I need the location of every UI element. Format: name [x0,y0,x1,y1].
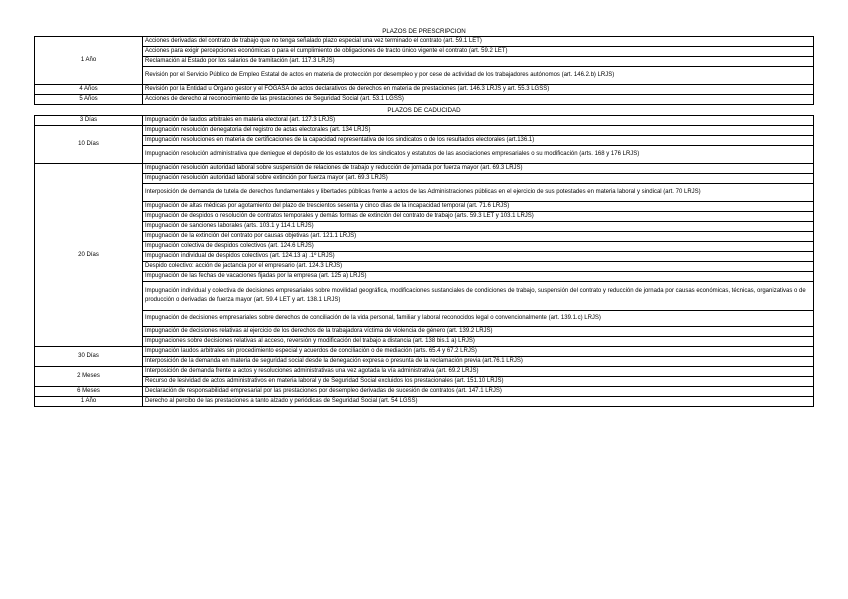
table-row [35,212,814,222]
table-row [35,202,814,212]
description-cell: Impugnación colectiva de despidos colectivos (art. 124.6 LRJS) [143,242,814,252]
table-row [35,222,814,232]
section-header-row [35,26,814,37]
description-cell: Impugnaciones sobre decisiones relativas al acceso, reversión y modificación del trabajo a distancia (art. 138 bis.1 a) LRJS) [143,337,814,347]
table-row [35,311,814,327]
description-cell: Impugnación resolución autoridad laboral sobre extinción por fuerza mayor (art. 69.3 LRJS) [143,174,814,184]
table-row [35,337,814,347]
description-cell: Impugnación de decisiones empresariales sobre derechos de conciliación de la vida personal, familiar y laboral reconocidos legal o convencionalmente (art. 139.1.c) LRJS) [143,311,814,327]
table-row [35,367,814,377]
period-cell: 1 Año [35,397,143,407]
description-cell: Impugnación resolución administrativa que deniegue el depósito de los estatutos de los sindicatos y estatutos de las asociaciones empresariales o su modificación (arts. 168 y 176 LRJS) [143,146,814,164]
table-row [35,164,814,174]
description-cell: Impugnación resoluciones en materia de certificaciones de la capacidad representativa de los sindicatos o de los resultados electorales (art.136.1) [143,136,814,146]
description-cell: Recurso de lesividad de actos administrativos en materia laboral y de Seguridad Social excluidos los prestacionales (art. 151.10 LRJS) [143,377,814,387]
table-row [35,47,814,57]
period-cell: 6 Meses [35,387,143,397]
period-cell: 20 Días [35,164,143,347]
table-row [35,67,814,85]
table-row [35,95,814,105]
description-cell: Derecho al percibo de las prestaciones a tanto alzado y periódicas de Seguridad Social (art. 54 LGSS) [143,397,814,407]
description-cell: Impugnación de las fechas de vacaciones fijadas por la empresa (art. 125 a) LRJS) [143,272,814,282]
description-cell: Interposición de la demanda en materia de seguridad social desde la denegación expresa o presunta de la reclamación previa (art.76.1 LRJS) [143,357,814,367]
description-cell: Impugnación resolución autoridad laboral sobre suspensión de relaciones de trabajo y reducción de jornada por fuerza mayor (art. 69.3 LRJS) [143,164,814,174]
table-row [35,357,814,367]
description-cell: Interposición de demanda frente a actos y resoluciones administrativas una vez agotada la vía administrativa (art. 69.2 LRJS) [143,367,814,377]
description-cell: Impugnación de laudos arbitrales en materia electoral (art. 127.3 LRJS) [143,116,814,126]
table-row [35,377,814,387]
description-cell: Impugnación resolución denegatoria del registro de actas electorales (art. 134 LRJS) [143,126,814,136]
description-cell: Despido colectivo: acción de jactancia por el empresario (art. 124.3 LRJS) [143,262,814,272]
description-cell: Acciones para exigir percepciones económicas o para el cumplimiento de obligaciones de tracto único vigente el contrato (art. 59.2 LET) [143,47,814,57]
table-row [35,272,814,282]
description-cell: Declaración de responsabilidad empresarial por las prestaciones por desempleo derivadas de sucesión de contratos (art. 147.1 LRJS) [143,387,814,397]
period-cell: 5 Años [35,95,143,105]
period-cell: 30 Días [35,347,143,367]
description-cell: Impugnación laudos arbitrales sin procedimiento especial y acuerdos de conciliación o de mediación (arts. 65.4 y 67.2 LRJS) [143,347,814,357]
description-cell: Revisión por la Entidad u Órgano gestor y el FOGASA de actos declarativos de derechos en materia de prestaciones (art. 146.3 LRJS y art. 55.3 LGSS) [143,85,814,95]
period-cell: 10 Días [35,126,143,164]
description-cell: Impugnación de despidos o resolución de contratos temporales y demás formas de extinción del contrato de trabajo (arts. 59.3 LET y 103.1 LRJS) [143,212,814,222]
section-title: PLAZOS DE PRESCRIPCION [382,27,466,35]
plazos-table [34,26,814,407]
table-row [35,327,814,337]
table-row [35,242,814,252]
section-header-row [35,105,814,116]
description-cell: Impugnación de decisiones relativas al ejercicio de los derechos de la trabajadora víctima de violencia de género (art. 139.2 LRJS) [143,327,814,337]
period-cell: 2 Meses [35,367,143,387]
description-cell: Impugnación individual de despidos colectivos (art. 124.13 a) .1º LRJS) [143,252,814,262]
table-row [35,116,814,126]
table-row [35,282,814,311]
table-row [35,387,814,397]
table-row [35,37,814,47]
table-row [35,57,814,67]
table-row [35,347,814,357]
table-row [35,232,814,242]
section-title: PLAZOS DE CADUCIDAD [387,106,461,114]
description-cell: Impugnación de sanciones laborales (arts. 103.1 y 114.1 LRJS) [143,222,814,232]
table-row [35,184,814,202]
table-row [35,262,814,272]
period-cell: 4 Años [35,85,143,95]
description-cell: Reclamación al Estado por los salarios de tramitación (art. 117.3 LRJS) [143,57,814,67]
description-cell: Interposición de demanda de tutela de derechos fundamentales y libertades públicas frente a actos de las Administraciones públicas en el ejercicio de sus potestades en materia laboral y sindical (art. 70 LRJS) [143,184,814,202]
table-row [35,174,814,184]
table-row [35,146,814,164]
description-cell: Impugnación individual y colectiva de decisiones empresariales sobre movilidad geográfica, modificaciones sustanciales de condiciones de trabajo, suspensión del contrato y reducción de jornada por causas económicas, técnicas, organizativas o de producción o derivadas de fuerza mayor (art. 59.4 LET y art. 138.1 LRJS) [143,282,814,311]
description-cell: Impugnación de la extinción del contrato por causas objetivas (art. 121.1 LRJS) [143,232,814,242]
description-cell: Revisión por el Servicio Público de Empleo Estatal de actos en materia de protección por desempleo y por cese de actividad de los trabajadores autónomos (art. 146.2.b) LRJS) [143,67,814,85]
table-row [35,252,814,262]
table-row [35,85,814,95]
table-row [35,126,814,136]
table-row [35,397,814,407]
description-cell: Impugnación de altas médicas por agotamiento del plazo de trescientos sesenta y cinco días de la incapacidad temporal (art. 71.6 LRJS) [143,202,814,212]
plazos-table-body [35,26,814,407]
description-cell: Acciones de derecho al reconocimiento de las prestaciones de Seguridad Social (art. 53.1 LGSS) [143,95,814,105]
table-row [35,136,814,146]
period-cell: 1 Año [35,37,143,85]
period-cell: 3 Días [35,116,143,126]
description-cell: Acciones derivadas del contrato de trabajo que no tenga señalado plazo especial una vez terminado el contrato (art. 59.1 LET) [143,37,814,47]
